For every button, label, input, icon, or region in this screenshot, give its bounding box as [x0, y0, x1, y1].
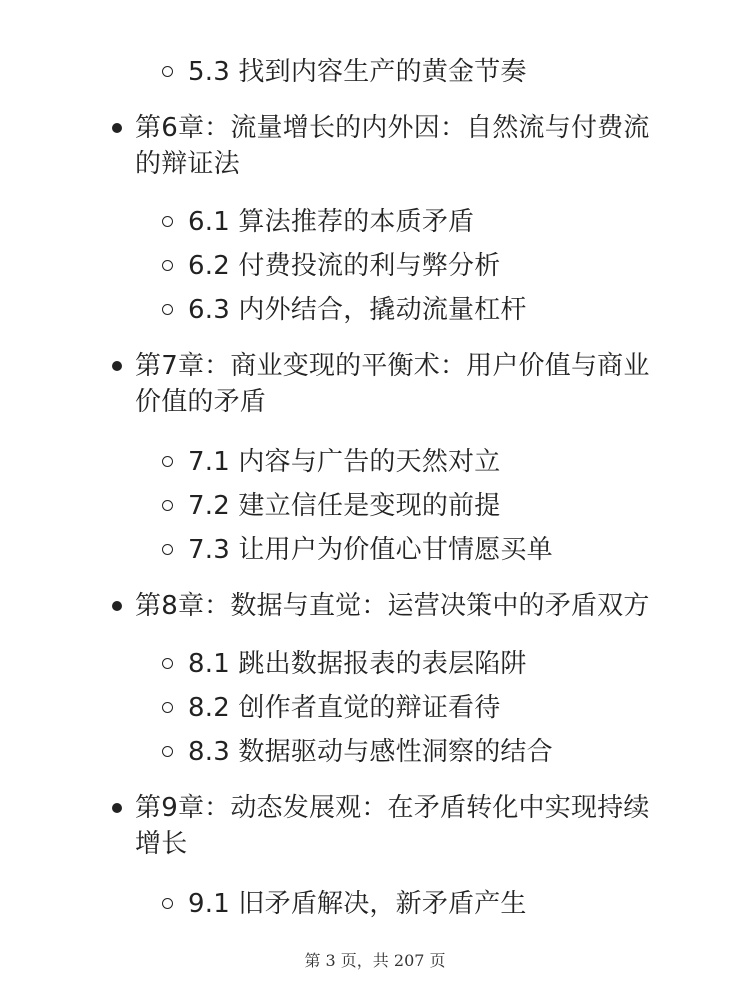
hollow-bullet-icon: [162, 216, 173, 227]
hollow-bullet-icon: [162, 500, 173, 511]
hollow-bullet-icon: [162, 746, 173, 757]
section-title: 9.1 旧矛盾解决，新矛盾产生: [188, 889, 527, 919]
solid-bullet-icon: [112, 803, 122, 813]
section-title: 8.2 创作者直觉的辩证看待: [188, 693, 501, 723]
hollow-bullet-icon: [162, 702, 173, 713]
chapter-title: 第7章：商业变现的平衡术：用户价值与商业价值的矛盾: [135, 351, 650, 417]
section-title: 8.3 数据驱动与感性洞察的结合: [188, 737, 553, 767]
section-title: 5.3 找到内容生产的黄金节奏: [188, 57, 527, 87]
hollow-bullet-icon: [162, 898, 173, 909]
hollow-bullet-icon: [162, 456, 173, 467]
hollow-bullet-icon: [162, 544, 173, 555]
chapter-title: 第9章：动态发展观：在矛盾转化中实现持续增长: [135, 793, 650, 859]
solid-bullet-icon: [112, 361, 122, 371]
solid-bullet-icon: [112, 123, 122, 133]
hollow-bullet-icon: [162, 304, 173, 315]
section-title: 7.1 内容与广告的天然对立: [188, 447, 501, 477]
solid-bullet-icon: [112, 601, 122, 611]
section-title: 6.3 内外结合，撬动流量杠杆: [188, 295, 527, 325]
hollow-bullet-icon: [162, 66, 173, 77]
section-title: 7.3 让用户为价值心甘情愿买单: [188, 535, 553, 565]
section-title: 8.1 跳出数据报表的表层陷阱: [188, 649, 527, 679]
hollow-bullet-icon: [162, 260, 173, 271]
chapter-title: 第6章：流量增长的内外因：自然流与付费流的辩证法: [135, 113, 650, 179]
page-number: 第 3 页，共 207 页: [304, 951, 446, 970]
section-title: 6.2 付费投流的利与弊分析: [188, 251, 501, 281]
hollow-bullet-icon: [162, 658, 173, 669]
chapter-title: 第8章：数据与直觉：运营决策中的矛盾双方: [135, 591, 650, 621]
section-title: 7.2 建立信任是变现的前提: [188, 491, 501, 521]
section-title: 6.1 算法推荐的本质矛盾: [188, 207, 475, 237]
